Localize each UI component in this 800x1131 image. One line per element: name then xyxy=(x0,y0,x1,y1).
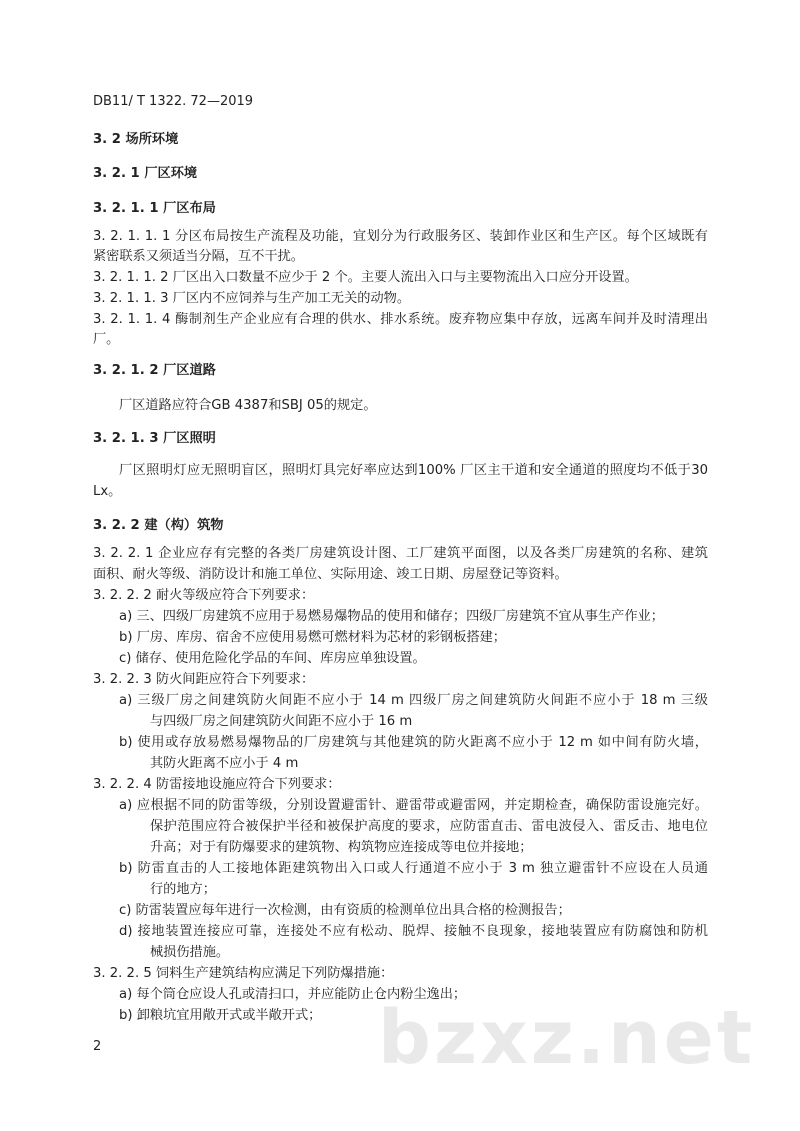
text-line: 与四级厂房之间建筑防火间距不应小于 16 m xyxy=(150,714,413,729)
page-number: 2 xyxy=(93,1039,102,1054)
section-heading: 3. 2. 2 建（构）筑物 xyxy=(93,518,224,533)
text-line: 3. 2. 1. 1. 3 厂区内不应饲养与生产加工无关的动物。 xyxy=(93,291,411,306)
text-line: 3. 2. 1. 1. 2 厂区出入口数量不应少于 2 个。主要人流出入口与主要物流出入口应分开设置。 xyxy=(93,270,638,285)
text-line: Lx。 xyxy=(93,484,122,499)
text-line: 3. 2. 2. 5 饲料生产建筑结构应满足下列防爆措施： xyxy=(93,966,394,981)
text-line: a) 应根据不同的防雷等级，分别设置避雷针、避雷带或避雷网，并定期检查，确保防雷设施完好。 xyxy=(119,798,708,813)
section-heading: 3. 2 场所环境 xyxy=(93,132,179,147)
text-line: b) 卸粮坑宜用敞开式或半敞开式； xyxy=(119,1008,322,1023)
text-line: 械损伤措施。 xyxy=(150,945,230,960)
text-line: 面积、耐火等级、消防设计和施工单位、实际用途、竣工日期、房屋登记等资料。 xyxy=(93,567,568,582)
text-line: 厂。 xyxy=(93,332,120,347)
text-line: 升高；对于有防爆要求的建筑物、构筑物应连接成等电位并接地； xyxy=(150,840,533,855)
text-line: 行的地方； xyxy=(150,882,216,897)
text-line: b) 使用或存放易燃易爆物品的厂房建筑与其他建筑的防火距离不应小于 12 m 如中间有防火墙， xyxy=(119,735,708,750)
text-line: b) 厂房、库房、宿舍不应使用易燃可燃材料为芯材的彩钢板搭建； xyxy=(119,630,506,645)
standard-code: DB11/ T 1322. 72—2019 xyxy=(93,94,254,109)
text-line: 3. 2. 1. 1. 1 分区布局按生产流程及功能，宜划分为行政服务区、装卸作业区和生产区。每个区域既有 xyxy=(93,229,708,244)
section-heading: 3. 2. 1. 2 厂区道路 xyxy=(93,363,216,378)
text-line: a) 三、四级厂房建筑不应用于易燃易爆物品的使用和储存；四级厂房建筑不宜从事生产作业； xyxy=(119,609,664,624)
section-heading: 3. 2. 1. 3 厂区照明 xyxy=(93,431,216,446)
section-heading: 3. 2. 1. 1 厂区布局 xyxy=(93,201,216,216)
text-line: c) 储存、使用危险化学品的车间、库房应单独设置。 xyxy=(119,651,426,666)
text-line: d) 接地装置连接应可靠，连接处不应有松动、脱焊、接触不良现象，接地装置应有防腐蚀和防机 xyxy=(119,924,708,939)
text-line: 其防火距离不应小于 4 m xyxy=(150,756,299,771)
text-line: 3. 2. 1. 1. 4 酶制剂生产企业应有合理的供水、排水系统。废弃物应集中存放，远离车间并及时清理出 xyxy=(93,312,708,327)
text-line: 厂区照明灯应无照明盲区，照明灯具完好率应达到100% 厂区主干道和安全通道的照度均不低于30 xyxy=(119,463,708,478)
text-line: a) 每个筒仓应设人孔或清扫口，并应能防止仓内粉尘逸出； xyxy=(119,987,467,1002)
text-line: 3. 2. 2. 3 防火间距应符合下列要求： xyxy=(93,672,315,687)
text-line: a) 三级厂房之间建筑防火间距不应小于 14 m 四级厂房之间建筑防火间距不应小于 18 m 三级 xyxy=(119,693,708,708)
text-line: c) 防雷装置应每年进行一次检测，由有资质的检测单位出具合格的检测报告； xyxy=(119,903,571,918)
text-line: 厂区道路应符合GB 4387和SBJ 05的规定。 xyxy=(119,398,377,413)
section-heading: 3. 2. 1 厂区环境 xyxy=(93,166,198,181)
text-line: 3. 2. 2. 1 企业应存有完整的各类厂房建筑设计图、工厂建筑平面图，以及各类厂房建筑的名称、建筑 xyxy=(93,546,708,561)
text-line: 3. 2. 2. 2 耐火等级应符合下列要求： xyxy=(93,588,315,603)
watermark-logo: bzxz.net xyxy=(378,995,756,1081)
text-line: 3. 2. 2. 4 防雷接地设施应符合下列要求： xyxy=(93,777,341,792)
text-line: 紧密联系又须适当分隔，互不干扰。 xyxy=(93,249,304,264)
text-line: 保护范围应符合被保护半径和被保护高度的要求，应防雷直击、雷电波侵入、雷反击、地电位 xyxy=(150,819,708,834)
text-line: b) 防雷直击的人工接地体距建筑物出入口或人行通道不应小于 3 m 独立避雷针不应设在人员通 xyxy=(119,861,708,876)
